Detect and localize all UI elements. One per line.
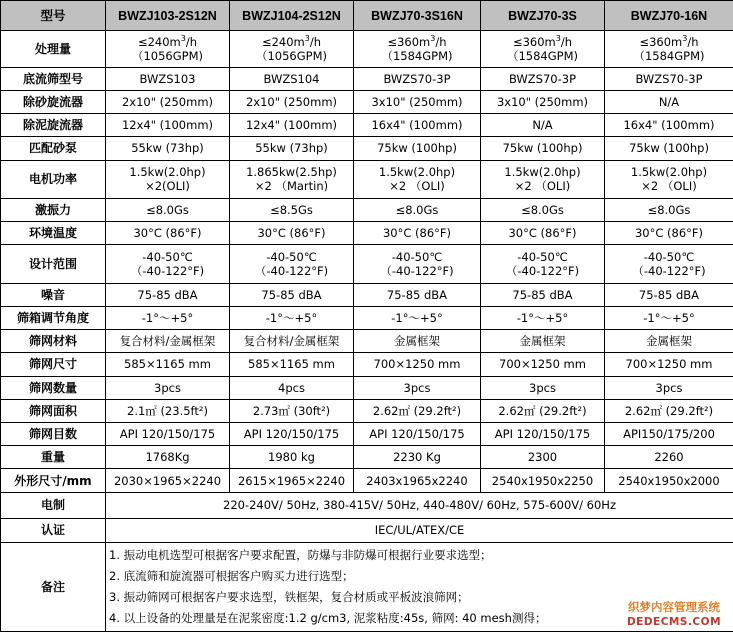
table-cell: 金属框架: [354, 330, 481, 353]
table-cell: 700×1250 mm: [354, 353, 481, 376]
row-design-range: [1, 245, 733, 283]
row-label: 电机功率: [1, 160, 106, 198]
row-label: 筛网尺寸: [1, 353, 106, 376]
model-header: BWZJ70-16N: [605, 1, 733, 31]
row-label: 匹配砂泵: [1, 137, 106, 160]
row-dimensions: [1, 469, 733, 492]
table-cell: 金属框架: [605, 330, 733, 353]
table-cell: API150/175/200: [605, 422, 733, 445]
table-cell: 2x10" (250mm): [230, 90, 354, 113]
table-cell: 3pcs: [354, 376, 481, 399]
row-label: 筛箱调节角度: [1, 306, 106, 329]
motor-power-cell: 1.5kw(2.0hp) ×2 （OLI): [481, 160, 605, 198]
table-cell: 2.62㎡ (29.2ft²): [354, 399, 481, 422]
table-cell: ≤8.0Gs: [354, 198, 481, 221]
row-weight: [1, 446, 733, 469]
row-certification: [1, 518, 733, 542]
table-cell: 3x10" (250mm): [481, 90, 605, 113]
row-screen-qty: [1, 376, 733, 399]
row-label: 认证: [1, 518, 106, 542]
row-excitation: [1, 198, 733, 221]
table-cell: API 120/150/175: [354, 422, 481, 445]
row-label: 除砂旋流器: [1, 90, 106, 113]
table-cell: 2.62㎡ (29.2ft²): [605, 399, 733, 422]
row-label: 底流筛型号: [1, 67, 106, 90]
motor-power-cell: 1.5kw(2.0hp) ×2(OLI): [106, 160, 230, 198]
table-cell: 75-85 dBA: [605, 283, 733, 306]
table-cell: BWZS103: [106, 67, 230, 90]
table-cell: 585×1165 mm: [230, 353, 354, 376]
power-supply-value: 220-240V/ 50Hz, 380-415V/ 50Hz, 440-480V/ 60Hz, 575-600V/ 60Hz: [106, 492, 733, 518]
design-range-cell: -40-50℃ （-40-122°F): [354, 245, 481, 283]
table-cell: 75kw (100hp): [605, 137, 733, 160]
table-cell: -1°～+5°: [230, 306, 354, 329]
table-cell: 2540x1950x2250: [481, 469, 605, 492]
table-cell: 1768Kg: [106, 446, 230, 469]
table-cell: 30°C (86°F): [481, 222, 605, 245]
table-cell: 2x10" (250mm): [106, 90, 230, 113]
table-cell: 700×1250 mm: [481, 353, 605, 376]
model-header: BWZJ103-2S12N: [106, 1, 230, 31]
table-cell: N/A: [481, 114, 605, 137]
header-row: [1, 1, 733, 31]
row-label: 电制: [1, 492, 106, 518]
table-cell: 复合材料/金属框架: [106, 330, 230, 353]
remark-line: 1. 振动电机选型可根据客户要求配置，防爆与非防爆可根据行业要求选型；: [109, 548, 492, 563]
row-label: 筛网数量: [1, 376, 106, 399]
table-cell: 12x4" (100mm): [106, 114, 230, 137]
row-sand-pump: [1, 137, 733, 160]
table-cell: 16x4" (100mm): [605, 114, 733, 137]
table-cell: 2300: [481, 446, 605, 469]
table-cell: 700×1250 mm: [605, 353, 733, 376]
remark-line: 2. 底流筛和旋流器可根据客户购买力进行选型；: [109, 569, 354, 584]
table-cell: N/A: [605, 90, 733, 113]
row-label: 筛网材料: [1, 330, 106, 353]
header-label: 型号: [1, 1, 106, 31]
table-cell: 2230 Kg: [354, 446, 481, 469]
motor-power-cell: 1.5kw(2.0hp) ×2 （OLI): [605, 160, 733, 198]
table-cell: 4pcs: [230, 376, 354, 399]
capacity-cell: $\le 240m^3/h$ （1056GPM): [106, 31, 230, 67]
table-cell: -1°～+5°: [106, 306, 230, 329]
table-cell: 2403x1965x2240: [354, 469, 481, 492]
table-cell: 30°C (86°F): [354, 222, 481, 245]
model-header: BWZJ70-3S: [481, 1, 605, 31]
capacity-cell: $\le 360m^3/h$ （1584GPM): [354, 31, 481, 67]
table-cell: 2540x1950x2000: [605, 469, 733, 492]
table-cell: 2615×1965×2240: [230, 469, 354, 492]
table-cell: -1°～+5°: [605, 306, 733, 329]
table-cell: ≤8.0Gs: [106, 198, 230, 221]
row-label: 备注: [1, 543, 106, 632]
table-cell: 30°C (86°F): [230, 222, 354, 245]
table-cell: 585×1165 mm: [106, 353, 230, 376]
table-cell: ≤8.5Gs: [230, 198, 354, 221]
table-cell: 金属框架: [481, 330, 605, 353]
table-cell: 55kw (73hp): [230, 137, 354, 160]
motor-power-cell: 1.5kw(2.0hp) ×2 （OLI): [354, 160, 481, 198]
table-cell: 3x10" (250mm): [354, 90, 481, 113]
table-cell: 2030×1965×2240: [106, 469, 230, 492]
row-desilter: [1, 114, 733, 137]
table-cell: BWZS70-3P: [481, 67, 605, 90]
table-cell: 30°C (86°F): [605, 222, 733, 245]
row-capacity: [1, 31, 733, 67]
row-label: 设计范围: [1, 245, 106, 283]
row-screen-material: [1, 330, 733, 353]
table-cell: BWZS70-3P: [354, 67, 481, 90]
row-label: 处理量: [1, 31, 106, 67]
row-screen-size: [1, 353, 733, 376]
table-cell: 复合材料/金属框架: [230, 330, 354, 353]
table-cell: API 120/150/175: [106, 422, 230, 445]
table-cell: ≤8.0Gs: [481, 198, 605, 221]
certification-value: IEC/UL/ATEX/CE: [106, 518, 733, 542]
watermark: [619, 600, 729, 630]
capacity-cell: $\le 360m^3/h$ （1584GPM): [481, 31, 605, 67]
remark-line: 4. 以上设备的处理量是在泥浆密度:1.2 g/cm3, 泥浆粘度:45s, 筛网: 40 mesh测得；: [109, 611, 547, 626]
watermark-cn: 织梦内容管理系统: [628, 600, 720, 614]
row-underflow-screen: [1, 67, 733, 90]
row-label: 噪音: [1, 283, 106, 306]
row-label: 环境温度: [1, 222, 106, 245]
row-desander: [1, 90, 733, 113]
row-power-supply: [1, 492, 733, 518]
remark-line: 3. 振动筛网可根据客户要求选型，铁框架，复合材质或平板波浪筛网；: [109, 590, 469, 605]
table-cell: -1°～+5°: [354, 306, 481, 329]
row-deck-angle: [1, 306, 733, 329]
table-cell: -1°～+5°: [481, 306, 605, 329]
table-cell: 2.73㎡ (30ft²): [230, 399, 354, 422]
table-cell: 75-85 dBA: [230, 283, 354, 306]
table-cell: 75-85 dBA: [354, 283, 481, 306]
design-range-cell: -40-50℃ （-40-122°F): [106, 245, 230, 283]
row-label: 筛网目数: [1, 422, 106, 445]
table-cell: ≤8.0Gs: [605, 198, 733, 221]
watermark-en: DEDECMS.COM: [626, 616, 722, 628]
table-cell: 55kw (73hp): [106, 137, 230, 160]
table-cell: 16x4" (100mm): [354, 114, 481, 137]
row-screen-mesh: [1, 422, 733, 445]
table-cell: BWZS104: [230, 67, 354, 90]
table-cell: API 120/150/175: [481, 422, 605, 445]
row-motor-power: [1, 160, 733, 198]
row-label: 重量: [1, 446, 106, 469]
table-cell: BWZS70-3P: [605, 67, 733, 90]
table-cell: 2260: [605, 446, 733, 469]
table-cell: 2.62㎡ (29.2ft²): [481, 399, 605, 422]
table-cell: 75-85 dBA: [106, 283, 230, 306]
row-screen-area: [1, 399, 733, 422]
table-cell: 75kw (100hp): [354, 137, 481, 160]
table-cell: 3pcs: [605, 376, 733, 399]
table-cell: 2.1㎡ (23.5ft²): [106, 399, 230, 422]
table-cell: 75kw (100hp): [481, 137, 605, 160]
table-cell: 75-85 dBA: [481, 283, 605, 306]
table-cell: API 120/150/175: [230, 422, 354, 445]
design-range-cell: -40-50℃ （-40-122°F): [230, 245, 354, 283]
row-label: 筛网面积: [1, 399, 106, 422]
table-cell: 3pcs: [481, 376, 605, 399]
table-cell: 12x4" (100mm): [230, 114, 354, 137]
row-label: 除泥旋流器: [1, 114, 106, 137]
table-cell: 30°C (86°F): [106, 222, 230, 245]
design-range-cell: -40-50℃ （-40-122°F): [481, 245, 605, 283]
table-cell: 3pcs: [106, 376, 230, 399]
row-noise: [1, 283, 733, 306]
row-label: 激振力: [1, 198, 106, 221]
capacity-cell: $\le 360m^3/h$ （1584GPM): [605, 31, 733, 67]
model-header: BWZJ70-3S16N: [354, 1, 481, 31]
model-header: BWZJ104-2S12N: [230, 1, 354, 31]
row-ambient-temp: [1, 222, 733, 245]
row-label: 外形尺寸/mm: [1, 469, 106, 492]
capacity-cell: $\le 240m^3/h$ （1056GPM): [230, 31, 354, 67]
table-cell: 1980 kg: [230, 446, 354, 469]
design-range-cell: -40-50℃ （-40-122°F): [605, 245, 733, 283]
motor-power-cell: 1.865kw(2.5hp) ×2 （Martin): [230, 160, 354, 198]
